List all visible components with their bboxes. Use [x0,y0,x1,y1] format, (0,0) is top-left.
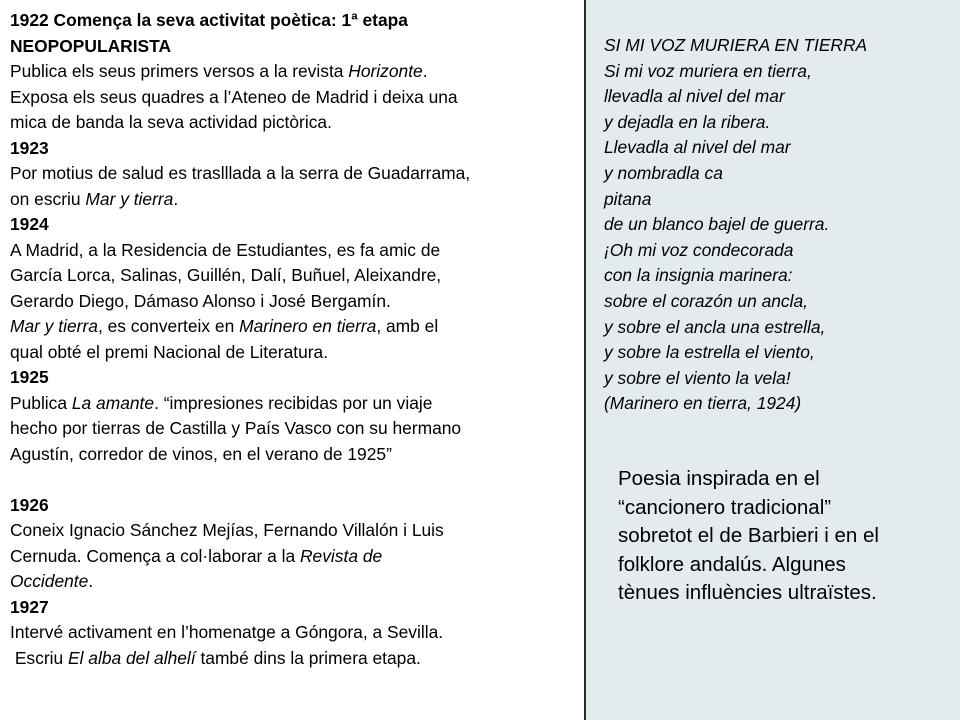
note-line: sobretot el de Barbieri i en el [618,524,879,548]
poem-line: Llevadla al nivel del mar [604,137,791,158]
timeline-line: Cernuda. Comença a col·laborar a la Revista de [10,545,383,566]
note-line: Poesia inspirada en el [618,467,820,490]
note-line: “cancionero tradicional” [618,495,832,519]
note-line: tènues influències ultraïstes. [618,581,877,605]
timeline-line: Escriu El alba del alhelí també dins la primera etapa. [10,647,421,668]
timeline-line: hecho por tierras de Castilla y País Vasco con su hermano [10,418,462,438]
timeline-heading: 1922 Comença la seva activitat poètica: 1ª etapa [10,10,408,30]
year-1927: 1927 [10,596,49,617]
timeline-line: Mar y tierra, es converteix en Marinero en tierra, amb el [10,316,439,336]
influence-note [618,465,879,608]
poem-title: SI MI VOZ MURIERA EN TIERRA [604,35,868,55]
timeline-line: Exposa els seus quadres a l’Ateneo de Madrid i deixa una [10,86,458,107]
poem-line: sobre el corazón un ancla, [604,290,808,311]
timeline-line: Occidente. [10,571,94,591]
timeline-line: Por motius de salud es traslllada a la serra de Guadarrama, [10,163,471,183]
timeline-line: qual obté el premi Nacional de Literatura. [10,341,329,362]
timeline-line: mica de banda la seva actividad pictòrica. [10,112,332,132]
spacer [10,467,574,493]
timeline-line: Publica els seus primers versos a la revista Horizonte. [10,61,428,81]
poem [604,33,867,417]
poem-line: y dejadla en la ribera. [604,111,771,132]
stage-label: NEOPOPULARISTA [10,35,172,56]
timeline-line: Gerardo Diego, Dámaso Alonso i José Bergamín. [10,290,391,311]
year-1923: 1923 [10,137,49,158]
timeline-line: García Lorca, Salinas, Guillén, Dalí, Buñuel, Aleixandre, [10,265,442,285]
poem-line: de un blanco bajel de guerra. [604,214,830,235]
poem-line: Si mi voz muriera en tierra, [604,60,812,81]
poem-line: y nombradla ca [604,162,723,183]
poem-line: ¡Oh mi voz condecorada [604,239,794,260]
timeline-line: Intervé activament en l’homenatge a Góngora, a Sevilla. [10,622,444,642]
note-line: folklore andalús. Algunes [618,552,846,576]
timeline-line: on escriu Mar y tierra. [10,188,179,209]
timeline-text [10,8,574,671]
year-1926: 1926 [10,494,49,515]
year-1924: 1924 [10,214,49,234]
poem-line: con la insignia marinera: [604,265,793,286]
poem-line: y sobre el viento la vela! [604,367,791,388]
poem-line: y sobre el ancla una estrella, [604,316,826,337]
poem-line: pitana [604,188,652,209]
poem-source: (Marinero en tierra, 1924) [604,393,802,414]
timeline-line: Agustín, corredor de vinos, en el verano de 1925” [10,443,392,464]
timeline-line: A Madrid, a la Residencia de Estudiantes, es fa amic de [10,239,441,260]
poem-panel [586,0,960,720]
timeline-line: Publica La amante. “impresiones recibidas por un viaje [10,392,433,413]
timeline-line: Coneix Ignacio Sánchez Mejías, Fernando Villalón i Luis [10,520,444,540]
poem-line: llevadla al nivel del mar [604,86,785,107]
poem-line: y sobre la estrella el viento, [604,342,815,363]
year-1925: 1925 [10,367,49,387]
